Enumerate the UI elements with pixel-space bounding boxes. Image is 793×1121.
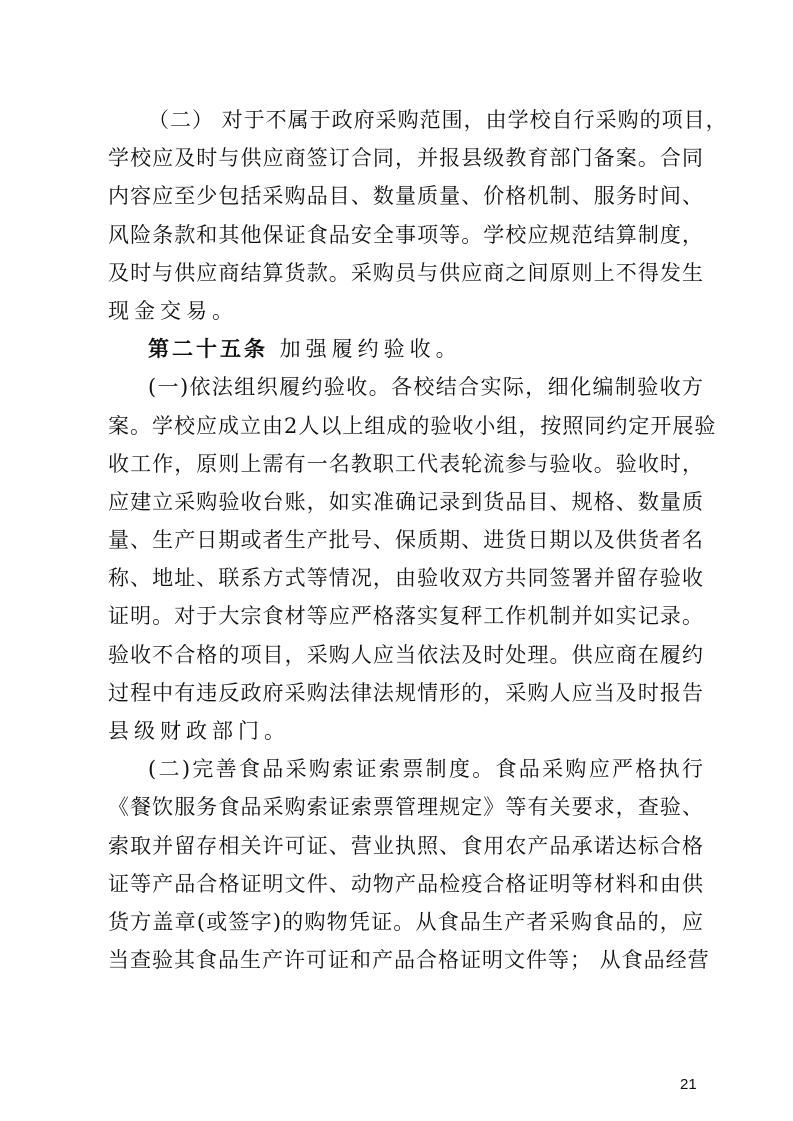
- text-line: 验收不合格的项目，采购人应当依法及时处理。供应商在履约: [108, 642, 704, 667]
- text-line: 现金交易。: [108, 298, 238, 323]
- paragraph-2: [108, 101, 728, 330]
- text-line: 索取并留存相关许可证、营业执照、食用农产品承诺达标合格: [108, 833, 704, 858]
- text-line: 应建立采购验收台账，如实准确记录到货品目、规格、数量质: [108, 489, 704, 514]
- document-body: [108, 101, 728, 979]
- article-heading: [108, 330, 704, 368]
- article-title: 加强履约验收。: [268, 337, 462, 362]
- text-line: 内容应至少包括采购品目、数量质量、价格机制、服务时间、: [108, 184, 704, 209]
- text-line: 及时与供应商结算货款。采购员与供应商之间原则上不得发生: [108, 260, 704, 285]
- text-line: 当查验其食品生产许可证和产品合格证明文件等； 从食品经营: [108, 948, 710, 973]
- paragraph-acceptance: [108, 368, 717, 750]
- text-line: 风险条款和其他保证食品安全事项等。学校应规范结算制度，: [108, 222, 704, 247]
- page-number: 21: [680, 1076, 697, 1093]
- text-line: 学校应及时与供应商签订合同，并报县级教育部门备案。合同: [108, 146, 704, 171]
- text-line: 《餐饮服务食品采购索证索票管理规定》等有关要求，查验、: [108, 795, 704, 820]
- text-line: 县级财政部门。: [108, 719, 290, 743]
- text-line: 收工作，原则上需有一名教职工代表轮流参与验收。验收时，: [108, 451, 704, 476]
- text-line: 称、地址、联系方式等情况，由验收双方共同签署并留存验收: [108, 566, 704, 591]
- text-line: 货方盖章(或签字)的购物凭证。从食品生产者采购食品的，应: [108, 909, 704, 934]
- text-line: 过程中有违反政府采购法律法规情形的，采购人应当及时报告: [108, 680, 704, 705]
- text-line: （二） 对于不属于政府采购范围，由学校自行采购的项目，: [148, 108, 728, 132]
- text-line: 证等产品合格证明文件、动物产品检疫合格证明等材料和由供: [108, 871, 704, 896]
- article-number: 第二十五条: [148, 336, 268, 362]
- text-line: (一)依法组织履约验收。各校结合实际，细化编制验收方: [148, 375, 704, 400]
- text-line: 证明。对于大宗食材等应严格落实复秤工作机制并如实记录。: [108, 604, 704, 629]
- paragraph-invoice: [108, 750, 710, 979]
- text-line: 案。学校应成立由2人以上组成的验收小组，按照同约定开展验: [108, 413, 717, 438]
- text-line: 量、生产日期或者生产批号、保质期、进货日期以及供货者名: [108, 528, 704, 553]
- text-line: (二)完善食品采购索证索票制度。食品采购应严格执行: [148, 757, 704, 782]
